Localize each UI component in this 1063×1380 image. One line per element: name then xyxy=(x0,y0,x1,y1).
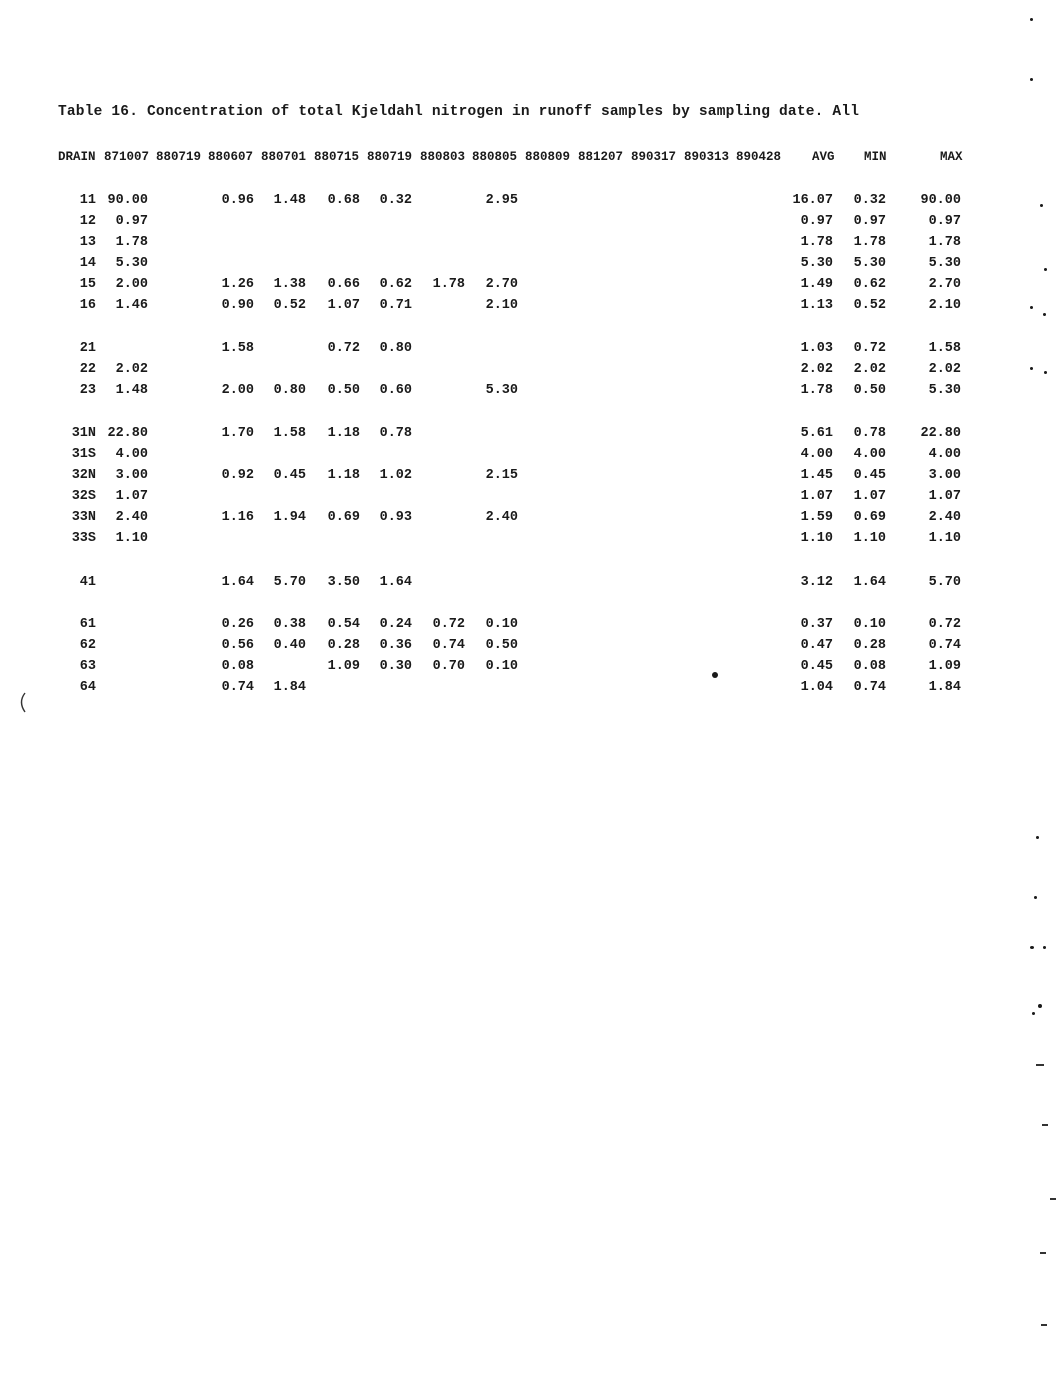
cell-880719: 0.62 xyxy=(379,277,412,292)
cell-871007: 1.48 xyxy=(115,383,148,398)
header-880809: 880809 xyxy=(525,150,571,164)
cell-max: 2.70 xyxy=(928,277,961,292)
cell-880701: 0.52 xyxy=(273,298,306,313)
cell-min: 0.08 xyxy=(853,659,886,674)
cell-max: 22.80 xyxy=(920,426,961,441)
cell-min: 0.50 xyxy=(853,383,886,398)
cell-880719: 1.64 xyxy=(379,575,412,590)
cell-max: 0.97 xyxy=(928,214,961,229)
cell-880803: 1.78 xyxy=(432,277,465,292)
cell-880701: 0.40 xyxy=(273,638,306,653)
cell-880805: 2.95 xyxy=(485,193,518,208)
cell-min: 0.28 xyxy=(853,638,886,653)
cell-880701: 1.84 xyxy=(273,680,306,695)
cell-avg: 1.78 xyxy=(800,235,833,250)
cell-880715: 1.18 xyxy=(327,426,360,441)
cell-min: 4.00 xyxy=(853,447,886,462)
scan-speck xyxy=(1038,1004,1042,1008)
cell-880715: 1.07 xyxy=(327,298,360,313)
cell-880719: 0.93 xyxy=(379,510,412,525)
cell-drain: 15 xyxy=(79,277,96,292)
scan-speck xyxy=(1050,1198,1056,1200)
cell-drain: 22 xyxy=(79,362,96,377)
scan-speck xyxy=(1030,946,1034,949)
cell-880607: 0.96 xyxy=(221,193,254,208)
cell-drain: 63 xyxy=(79,659,96,674)
cell-880715: 0.66 xyxy=(327,277,360,292)
cell-max: 1.09 xyxy=(928,659,961,674)
cell-880715: 0.50 xyxy=(327,383,360,398)
cell-871007: 2.02 xyxy=(115,362,148,377)
header-avg: AVG xyxy=(812,150,835,164)
scan-speck xyxy=(1044,371,1047,374)
scan-speck xyxy=(1040,204,1043,207)
cell-880701: 0.38 xyxy=(273,617,306,632)
cell-avg: 1.13 xyxy=(800,298,833,313)
scan-speck xyxy=(1043,946,1046,949)
cell-drain: 11 xyxy=(79,193,96,208)
cell-max: 1.58 xyxy=(928,341,961,356)
cell-871007: 1.07 xyxy=(115,489,148,504)
scan-speck xyxy=(1030,18,1033,21)
cell-880701: 1.38 xyxy=(273,277,306,292)
cell-871007: 22.80 xyxy=(107,426,148,441)
header-880805: 880805 xyxy=(472,150,518,164)
cell-880607: 1.58 xyxy=(221,341,254,356)
cell-max: 0.72 xyxy=(928,617,961,632)
header-880803: 880803 xyxy=(420,150,466,164)
cell-max: 2.40 xyxy=(928,510,961,525)
scan-speck xyxy=(1034,896,1037,899)
cell-max: 5.70 xyxy=(928,575,961,590)
cell-avg: 1.10 xyxy=(800,531,833,546)
cell-min: 0.74 xyxy=(853,680,886,695)
scan-speck xyxy=(712,672,718,678)
cell-avg: 0.45 xyxy=(800,659,833,674)
cell-avg: 0.47 xyxy=(800,638,833,653)
cell-max: 4.00 xyxy=(928,447,961,462)
cell-avg: 16.07 xyxy=(792,193,833,208)
cell-avg: 1.04 xyxy=(800,680,833,695)
cell-880803: 0.72 xyxy=(432,617,465,632)
cell-880805: 0.50 xyxy=(485,638,518,653)
cell-880719: 0.80 xyxy=(379,341,412,356)
cell-880701: 0.45 xyxy=(273,468,306,483)
cell-min: 0.78 xyxy=(853,426,886,441)
cell-max: 1.78 xyxy=(928,235,961,250)
header-871007: 871007 xyxy=(104,150,150,164)
cell-880805: 2.15 xyxy=(485,468,518,483)
cell-avg: 1.45 xyxy=(800,468,833,483)
header-880607: 880607 xyxy=(208,150,254,164)
cell-880719: 0.60 xyxy=(379,383,412,398)
cell-avg: 1.59 xyxy=(800,510,833,525)
cell-880701: 1.48 xyxy=(273,193,306,208)
table-caption: Table 16. Concentration of total Kjeldahl nitrogen in runoff samples by sampling date. All xyxy=(58,104,860,120)
cell-871007: 1.46 xyxy=(115,298,148,313)
cell-880715: 1.09 xyxy=(327,659,360,674)
cell-min: 0.32 xyxy=(853,193,886,208)
cell-max: 1.07 xyxy=(928,489,961,504)
cell-min: 1.64 xyxy=(853,575,886,590)
scan-speck xyxy=(1030,367,1033,370)
cell-min: 0.52 xyxy=(853,298,886,313)
cell-880607: 0.92 xyxy=(221,468,254,483)
cell-avg: 5.61 xyxy=(800,426,833,441)
cell-880607: 0.90 xyxy=(221,298,254,313)
cell-880607: 0.74 xyxy=(221,680,254,695)
cell-min: 0.10 xyxy=(853,617,886,632)
header-881207: 881207 xyxy=(578,150,624,164)
scan-speck xyxy=(1036,1064,1044,1066)
scan-speck xyxy=(1030,78,1033,81)
cell-min: 1.07 xyxy=(853,489,886,504)
header-880715: 880715 xyxy=(314,150,360,164)
cell-880607: 1.64 xyxy=(221,575,254,590)
cell-871007: 90.00 xyxy=(107,193,148,208)
cell-drain: 41 xyxy=(79,575,96,590)
cell-880701: 0.80 xyxy=(273,383,306,398)
header-890317: 890317 xyxy=(631,150,677,164)
cell-871007: 0.97 xyxy=(115,214,148,229)
header-890428: 890428 xyxy=(736,150,782,164)
cell-880719: 0.36 xyxy=(379,638,412,653)
cell-min: 1.78 xyxy=(853,235,886,250)
cell-880805: 0.10 xyxy=(485,659,518,674)
cell-avg: 5.30 xyxy=(800,256,833,271)
cell-max: 1.84 xyxy=(928,680,961,695)
scan-speck xyxy=(1042,1124,1048,1126)
cell-871007: 2.40 xyxy=(115,510,148,525)
cell-880805: 2.40 xyxy=(485,510,518,525)
cell-880805: 0.10 xyxy=(485,617,518,632)
cell-871007: 2.00 xyxy=(115,277,148,292)
cell-880607: 1.16 xyxy=(221,510,254,525)
cell-871007: 4.00 xyxy=(115,447,148,462)
scan-speck xyxy=(1032,1012,1035,1015)
cell-871007: 3.00 xyxy=(115,468,148,483)
cell-drain: 14 xyxy=(79,256,96,271)
cell-drain: 23 xyxy=(79,383,96,398)
cell-avg: 1.78 xyxy=(800,383,833,398)
cell-drain: 64 xyxy=(79,680,96,695)
scan-speck xyxy=(1030,306,1033,309)
cell-avg: 1.49 xyxy=(800,277,833,292)
cell-880715: 3.50 xyxy=(327,575,360,590)
cell-drain: 12 xyxy=(79,214,96,229)
cell-avg: 1.03 xyxy=(800,341,833,356)
cell-880701: 5.70 xyxy=(273,575,306,590)
cell-avg: 4.00 xyxy=(800,447,833,462)
scan-speck xyxy=(1041,1324,1047,1326)
cell-880719: 0.30 xyxy=(379,659,412,674)
cell-880719: 0.24 xyxy=(379,617,412,632)
cell-880607: 2.00 xyxy=(221,383,254,398)
cell-880607: 1.70 xyxy=(221,426,254,441)
cell-880805: 2.10 xyxy=(485,298,518,313)
cell-880715: 0.54 xyxy=(327,617,360,632)
scan-speck xyxy=(1044,268,1047,271)
cell-max: 5.30 xyxy=(928,256,961,271)
scan-speck xyxy=(1036,836,1039,839)
cell-avg: 3.12 xyxy=(800,575,833,590)
cell-max: 90.00 xyxy=(920,193,961,208)
cell-min: 0.45 xyxy=(853,468,886,483)
cell-871007: 1.10 xyxy=(115,531,148,546)
header-880719-b: 880719 xyxy=(367,150,413,164)
cell-min: 2.02 xyxy=(853,362,886,377)
cell-max: 5.30 xyxy=(928,383,961,398)
cell-drain: 16 xyxy=(79,298,96,313)
cell-drain: 33N xyxy=(71,510,96,525)
cell-drain: 33S xyxy=(71,531,96,546)
cell-min: 5.30 xyxy=(853,256,886,271)
cell-max: 2.02 xyxy=(928,362,961,377)
cell-drain: 61 xyxy=(79,617,96,632)
cell-drain: 31N xyxy=(71,426,96,441)
header-880719-a: 880719 xyxy=(156,150,202,164)
cell-drain: 62 xyxy=(79,638,96,653)
cell-drain: 32S xyxy=(71,489,96,504)
cell-880719: 0.78 xyxy=(379,426,412,441)
cell-avg: 0.37 xyxy=(800,617,833,632)
cell-max: 0.74 xyxy=(928,638,961,653)
cell-avg: 2.02 xyxy=(800,362,833,377)
cell-max: 1.10 xyxy=(928,531,961,546)
cell-880719: 1.02 xyxy=(379,468,412,483)
cell-880803: 0.74 xyxy=(432,638,465,653)
cell-880715: 0.69 xyxy=(327,510,360,525)
cell-880715: 0.28 xyxy=(327,638,360,653)
cell-avg: 1.07 xyxy=(800,489,833,504)
cell-880607: 0.56 xyxy=(221,638,254,653)
header-890313: 890313 xyxy=(684,150,730,164)
cell-880607: 1.26 xyxy=(221,277,254,292)
cell-871007: 1.78 xyxy=(115,235,148,250)
cell-880715: 0.68 xyxy=(327,193,360,208)
cell-min: 0.62 xyxy=(853,277,886,292)
cell-880701: 1.58 xyxy=(273,426,306,441)
cell-drain: 32N xyxy=(71,468,96,483)
scan-bracket-mark xyxy=(16,692,28,714)
cell-drain: 13 xyxy=(79,235,96,250)
cell-min: 0.97 xyxy=(853,214,886,229)
cell-880607: 0.26 xyxy=(221,617,254,632)
cell-min: 0.72 xyxy=(853,341,886,356)
cell-880715: 0.72 xyxy=(327,341,360,356)
cell-880803: 0.70 xyxy=(432,659,465,674)
cell-drain: 31S xyxy=(71,447,96,462)
header-min: MIN xyxy=(864,150,887,164)
cell-max: 3.00 xyxy=(928,468,961,483)
cell-880719: 0.32 xyxy=(379,193,412,208)
cell-min: 1.10 xyxy=(853,531,886,546)
cell-avg: 0.97 xyxy=(800,214,833,229)
cell-max: 2.10 xyxy=(928,298,961,313)
scan-speck xyxy=(1040,1252,1046,1254)
cell-880719: 0.71 xyxy=(379,298,412,313)
cell-871007: 5.30 xyxy=(115,256,148,271)
cell-880805: 5.30 xyxy=(485,383,518,398)
cell-880701: 1.94 xyxy=(273,510,306,525)
header-max: MAX xyxy=(940,150,963,164)
cell-880805: 2.70 xyxy=(485,277,518,292)
cell-drain: 21 xyxy=(79,341,96,356)
cell-880715: 1.18 xyxy=(327,468,360,483)
header-drain: DRAIN xyxy=(58,150,96,164)
cell-min: 0.69 xyxy=(853,510,886,525)
scan-speck xyxy=(1043,313,1046,316)
cell-880607: 0.08 xyxy=(221,659,254,674)
header-880701: 880701 xyxy=(261,150,307,164)
